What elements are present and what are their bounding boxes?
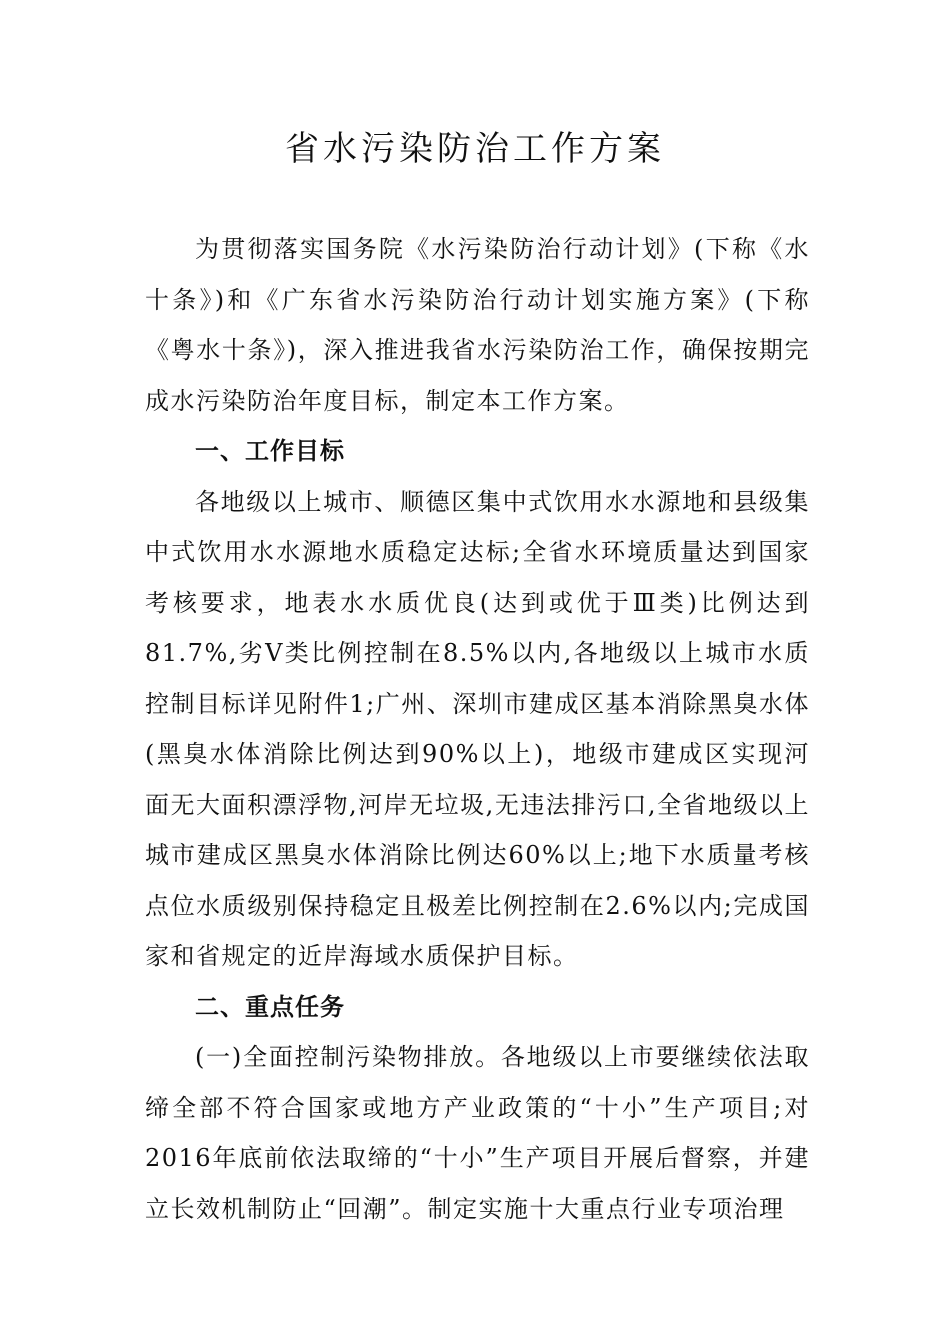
intro-paragraph: 为贯彻落实国务院《水污染防治行动计划》(下称《水十条》)和《广东省水污染防治行动计划实施方案》(下称《粤水十条》)，深入推进我省水污染防治工作，确保按期完成水污染防治年度目标，制定本工作方案。 — [145, 235, 810, 415]
goals-paragraph: 各地级以上城市、顺德区集中式饮用水水源地和县级集中式饮用水水源地水质稳定达标;全省水环境质量达到国家考核要求，地表水水质优良(达到或优于Ⅲ类)比例达到81.7%,劣Ⅴ类比例控制在8.5%以内,各地级以上城市水质控制目标详见附件1;广州、深圳市建成区基本消除黑臭水体(黑臭水体消除比例达到90%以上)，地级市建成区实现河面无大面积漂浮物,河岸无垃圾,无违法排污口,全省地级以上城市建成区黑臭水体消除比例达60%以上;地下水质量考核点位水质级别保持稳定且极差比例控制在2.6%以内;完成国家和省规定的近岸海域水质保护目标。 — [145, 487, 810, 970]
section-heading-goals: 一、工作目标 — [195, 437, 345, 465]
document-body — [145, 224, 810, 1234]
tasks-paragraph: (一)全面控制污染物排放。各地级以上市要继续依法取缔全部不符合国家或地方产业政策的“十小”生产项目;对2016年底前依法取缔的“十小”生产项目开展后督察，并建立长效机制防止“回潮”。制定实施十大重点行业专项治理 — [145, 1043, 810, 1223]
document-title: 省水污染防治工作方案 — [285, 129, 665, 169]
section-heading-tasks: 二、重点任务 — [195, 992, 345, 1021]
